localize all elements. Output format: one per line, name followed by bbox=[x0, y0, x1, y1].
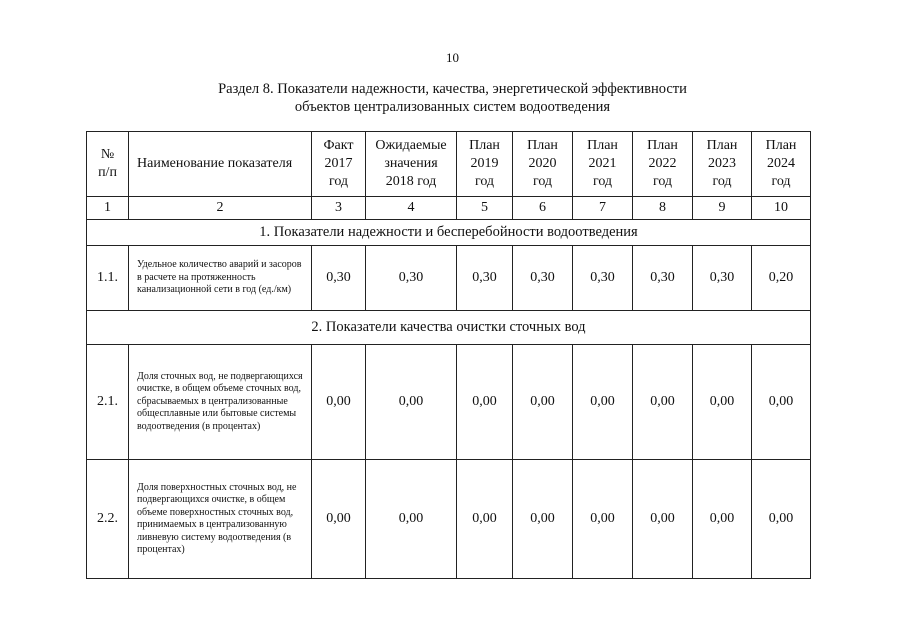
table-row bbox=[87, 460, 811, 579]
value-cell: 0,00 bbox=[366, 460, 457, 579]
value-cell: 0,30 bbox=[633, 246, 693, 311]
value-cell: 0,00 bbox=[752, 345, 811, 460]
column-number: 5 bbox=[457, 197, 513, 220]
value-cell: 0,00 bbox=[573, 345, 633, 460]
header-cell: Ожидаемые значения 2018 год bbox=[366, 132, 457, 197]
header-cell: План 2024 год bbox=[752, 132, 811, 197]
column-number: 1 bbox=[87, 197, 129, 220]
group-title: 2. Показатели качества очистки сточных вод bbox=[87, 311, 811, 345]
page-number: 10 bbox=[446, 50, 459, 65]
column-number-row bbox=[87, 197, 811, 220]
header-cell: План 2020 год bbox=[513, 132, 573, 197]
table-header-row bbox=[87, 132, 811, 197]
group-header-row bbox=[87, 220, 811, 246]
value-cell: 0,00 bbox=[693, 345, 752, 460]
column-number: 2 bbox=[129, 197, 312, 220]
group-header-row bbox=[87, 311, 811, 345]
value-cell: 0,30 bbox=[573, 246, 633, 311]
header-cell: Наименование показателя bbox=[129, 132, 312, 197]
section-title-line-2: объектов централизованных систем водоотведения bbox=[294, 99, 611, 115]
header-cell: Факт 2017 год bbox=[312, 132, 366, 197]
section-title-line-1: Раздел 8. Показатели надежности, качества, энергетической эффективности bbox=[218, 81, 687, 97]
column-number: 10 bbox=[752, 197, 811, 220]
row-number: 2.2. bbox=[87, 460, 129, 579]
column-number: 6 bbox=[513, 197, 573, 220]
value-cell: 0,00 bbox=[513, 345, 573, 460]
value-cell: 0,20 bbox=[752, 246, 811, 311]
value-cell: 0,00 bbox=[633, 345, 693, 460]
section-title bbox=[0, 80, 905, 116]
value-cell: 0,30 bbox=[312, 246, 366, 311]
value-cell: 0,00 bbox=[693, 460, 752, 579]
value-cell: 0,00 bbox=[312, 345, 366, 460]
row-number: 1.1. bbox=[87, 246, 129, 311]
value-cell: 0,00 bbox=[366, 345, 457, 460]
indicator-name: Доля поверхностных сточных вод, не подвергающихся очистке, в общем объеме поверхностных сточных вод, принимаемых в централизованную ливневую систему водоотведения (в процентах) bbox=[129, 460, 312, 579]
header-cell: План 2023 год bbox=[693, 132, 752, 197]
indicators-table bbox=[86, 131, 811, 579]
column-number: 4 bbox=[366, 197, 457, 220]
row-number: 2.1. bbox=[87, 345, 129, 460]
header-cell: План 2022 год bbox=[633, 132, 693, 197]
value-cell: 0,00 bbox=[312, 460, 366, 579]
column-number: 8 bbox=[633, 197, 693, 220]
header-cell: № п/п bbox=[87, 132, 129, 197]
value-cell: 0,30 bbox=[366, 246, 457, 311]
table-row bbox=[87, 345, 811, 460]
value-cell: 0,00 bbox=[633, 460, 693, 579]
table-row bbox=[87, 246, 811, 311]
value-cell: 0,00 bbox=[573, 460, 633, 579]
column-number: 7 bbox=[573, 197, 633, 220]
column-number: 9 bbox=[693, 197, 752, 220]
value-cell: 0,30 bbox=[513, 246, 573, 311]
value-cell: 0,30 bbox=[457, 246, 513, 311]
value-cell: 0,00 bbox=[752, 460, 811, 579]
header-cell: План 2021 год bbox=[573, 132, 633, 197]
value-cell: 0,30 bbox=[693, 246, 752, 311]
group-title: 1. Показатели надежности и бесперебойности водоотведения bbox=[87, 220, 811, 246]
value-cell: 0,00 bbox=[513, 460, 573, 579]
value-cell: 0,00 bbox=[457, 460, 513, 579]
indicator-name: Удельное количество аварий и засоров в расчете на протяженность канализационной сети в год (ед./км) bbox=[129, 246, 312, 311]
column-number: 3 bbox=[312, 197, 366, 220]
value-cell: 0,00 bbox=[457, 345, 513, 460]
header-cell: План 2019 год bbox=[457, 132, 513, 197]
indicator-name: Доля сточных вод, не подвергающихся очистке, в общем объеме сточных вод, сбрасываемых в централизованные общесплавные или бытовые системы водоотведения (в процентах) bbox=[129, 345, 312, 460]
